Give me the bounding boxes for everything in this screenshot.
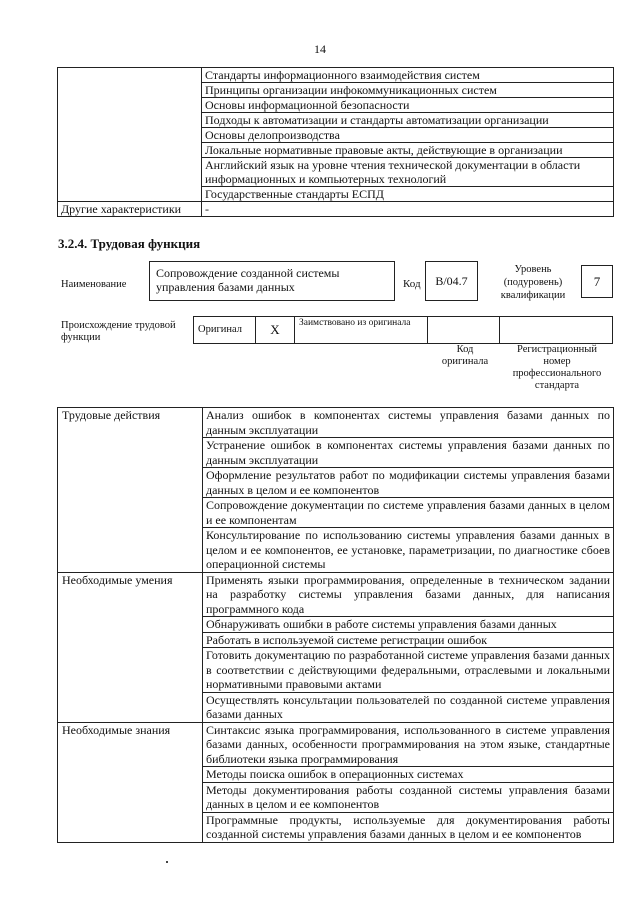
row-label (58, 158, 202, 187)
row-label (58, 98, 202, 113)
row-label (58, 113, 202, 128)
section-heading: 3.2.4. Трудовая функция (58, 236, 201, 251)
item-cell: Работать в используемой системе регистрации ошибок (203, 632, 614, 648)
row-text: Стандарты информационного взаимодействия систем (202, 68, 614, 83)
row-text: Государственные стандарты ЕСПД (202, 187, 614, 202)
page-number: 14 (314, 42, 326, 56)
category-cell: Необходимые умения (58, 572, 203, 722)
row-label (58, 187, 202, 202)
original-label: Оригинал (194, 317, 256, 344)
row-text: Принципы организации инфокоммуникационных систем (202, 83, 614, 98)
item-cell: Осуществлять консультации пользователей по созданной системе управления базами данных (203, 692, 614, 722)
row-label: Другие характеристики (58, 202, 202, 217)
item-cell: Анализ ошибок в компонентах системы управления базами данных по данным эксплуатации (203, 408, 614, 438)
category-cell: Трудовые действия (58, 408, 203, 573)
table-row (58, 128, 614, 143)
row-text: - (202, 202, 614, 217)
scan-artifact (166, 861, 168, 863)
knowledge-continuation-table (57, 67, 614, 217)
level-label: Уровень (подуровень) квалификации (500, 264, 566, 301)
item-cell: Консультирование по использованию системы управления базами данных в целом и ее компонентов, ее установке, параметризации, по диагностике сбоев операционной системы (203, 528, 614, 573)
code-label: Код (403, 278, 421, 290)
code-original-caption: Код оригинала (441, 344, 489, 367)
row-text: Основы делопроизводства (202, 128, 614, 143)
level-value-box: 7 (581, 265, 613, 298)
row-label (58, 68, 202, 83)
table-row (58, 68, 614, 83)
item-cell: Методы документирования работы созданной системы управления базами данных в целом и ее компонентов (203, 782, 614, 812)
labor-function-table (57, 407, 614, 843)
row-text: Основы информационной безопасности (202, 98, 614, 113)
table-row (58, 202, 614, 217)
borrowed-label: Заимствовано из оригинала (295, 317, 428, 344)
item-cell: Обнаруживать ошибки в работе системы управления базами данных (203, 617, 614, 633)
item-cell: Применять языки программирования, определенные в техническом задании на разработку системы управления базами данных, для написания программного кода (203, 572, 614, 617)
table-row (58, 143, 614, 158)
origin-table (193, 316, 613, 344)
item-cell: Методы поиска ошибок в операционных системах (203, 767, 614, 783)
item-cell: Программные продукты, используемые для документирования работы созданной системы управления базами данных в целом и ее компонентов (203, 812, 614, 842)
category-cell: Необходимые знания (58, 722, 203, 842)
origin-label: Происхождение трудовой функции (61, 320, 176, 343)
reg-number-cell (500, 317, 613, 344)
item-cell: Устранение ошибок в компонентах системы управления базами данных по данным эксплуатации (203, 438, 614, 468)
item-cell: Синтаксис языка программирования, использованного в системе управления базами данных, особенности программирования на этом языке, стандартные библиотеки языка программирования (203, 722, 614, 767)
row-label (58, 128, 202, 143)
name-label: Наименование (61, 279, 127, 290)
table-row (58, 113, 614, 128)
row-text: Подходы к автоматизации и стандарты автоматизации организации (202, 113, 614, 128)
row-label (58, 83, 202, 98)
row-text: Локальные нормативные правовые акты, действующие в организации (202, 143, 614, 158)
table-row (58, 722, 614, 767)
reg-number-caption: Регистрационный номер профессионального стандарта (512, 344, 602, 391)
item-cell: Оформление результатов работ по модификации системы управления базами данных в целом и ее компонентов (203, 468, 614, 498)
table-row (58, 158, 614, 187)
table-row (58, 572, 614, 617)
original-mark: X (256, 317, 295, 344)
code-original-cell (428, 317, 500, 344)
item-cell: Готовить документацию по разработанной системе управления базами данных в соответствии с действующими федеральными, отраслевыми и локальными нормативными правовыми актами (203, 648, 614, 693)
row-text: Английский язык на уровне чтения технической документации в области информационных и компьютерных технологий (202, 158, 614, 187)
function-code-box: В/04.7 (425, 261, 478, 301)
function-name-box: Сопровождение созданной системы управления базами данных (149, 261, 395, 301)
table-row (58, 187, 614, 202)
table-row (58, 98, 614, 113)
item-cell: Сопровождение документации по системе управления базами данных в целом и ее компонентам (203, 498, 614, 528)
table-row (58, 408, 614, 438)
row-label (58, 143, 202, 158)
table-row (58, 83, 614, 98)
